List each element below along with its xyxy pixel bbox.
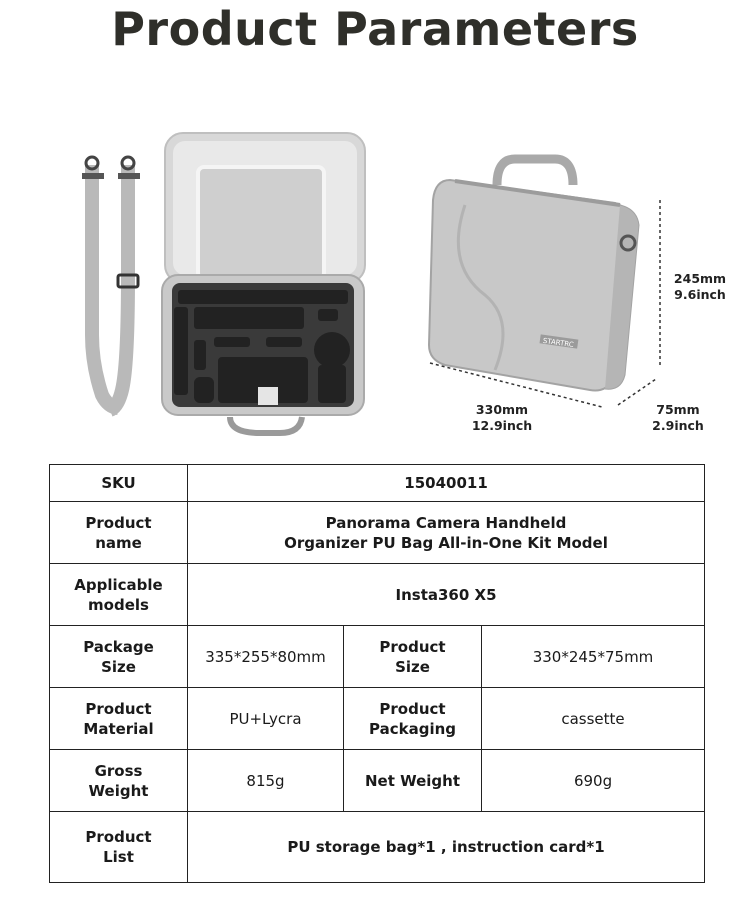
packaging-value: cassette <box>482 688 705 750</box>
product-list-label: Product List <box>50 812 188 883</box>
net-weight-value: 690g <box>482 750 705 812</box>
sku-value: 15040011 <box>188 465 705 502</box>
dimension-lines <box>420 195 670 415</box>
depth-dimension <box>646 402 710 434</box>
product-list-value: PU storage bag*1 , instruction card*1 <box>188 812 705 883</box>
table-row-material <box>50 688 705 750</box>
carry-handle <box>497 159 573 185</box>
table-row-sku <box>50 465 705 502</box>
packaging-label: Product Packaging <box>344 688 482 750</box>
length-dimension <box>466 402 538 434</box>
page-title: Product Parameters <box>111 2 639 56</box>
table-row-product-name <box>50 502 705 564</box>
gross-weight-value: 815g <box>188 750 344 812</box>
table-row-applicable-models <box>50 564 705 626</box>
applicable-models-label: Applicable models <box>50 564 188 626</box>
table-row-size <box>50 626 705 688</box>
depth-inch: 2.9inch <box>652 418 704 433</box>
case-handle <box>230 417 302 433</box>
material-value: PU+Lycra <box>188 688 344 750</box>
case-base <box>162 275 364 415</box>
parameters-table <box>49 464 705 883</box>
gross-weight-label: Gross Weight <box>50 750 188 812</box>
applicable-models-value: Insta360 X5 <box>188 564 705 626</box>
product-size-value: 330*245*75mm <box>482 626 705 688</box>
open-case-photo <box>70 125 380 445</box>
package-size-label: Package Size <box>50 626 188 688</box>
table-row-product-list <box>50 812 705 883</box>
length-inch: 12.9inch <box>471 418 533 433</box>
product-name-label: Product name <box>50 502 188 564</box>
height-mm: 245mm <box>673 271 727 286</box>
net-weight-label: Net Weight <box>344 750 482 812</box>
material-label: Product Material <box>50 688 188 750</box>
product-name-value: Panorama Camera Handheld Organizer PU Bag All-in-One Kit Model <box>188 502 705 564</box>
brand-mark: STARTRC <box>542 336 575 350</box>
package-size-value: 335*255*80mm <box>188 626 344 688</box>
depth-mm: 75mm <box>656 402 700 417</box>
product-size-label: Product Size <box>344 626 482 688</box>
height-inch: 9.6inch <box>674 287 726 302</box>
length-mm: 330mm <box>475 402 529 417</box>
shoulder-strap <box>82 157 140 410</box>
sku-label: SKU <box>50 465 188 502</box>
height-dimension <box>668 271 732 303</box>
table-row-weight <box>50 750 705 812</box>
case-lid <box>165 133 365 283</box>
